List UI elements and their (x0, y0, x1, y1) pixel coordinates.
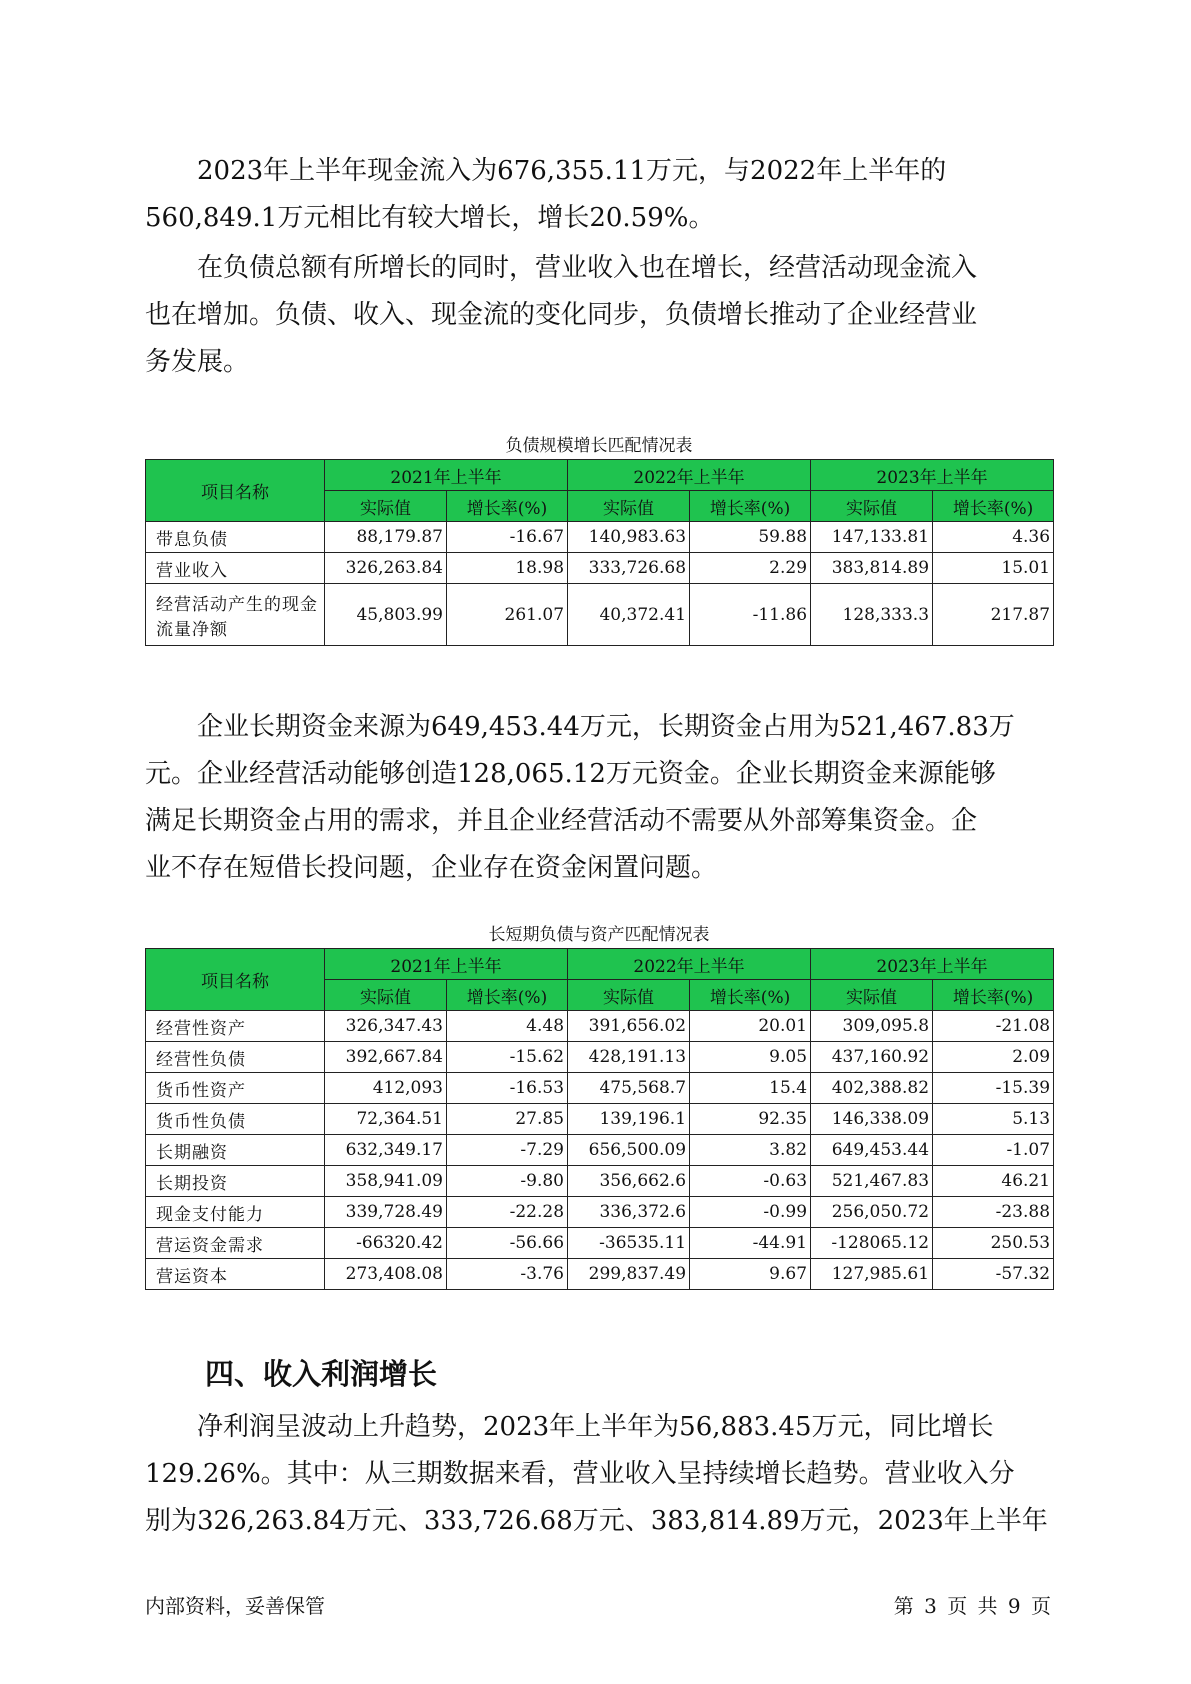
header-period: 2021年上半年 (325, 460, 568, 491)
table-caption: 负债规模增长匹配情况表 (505, 436, 693, 456)
growth-rate-cell: 9.67 (690, 1259, 811, 1290)
paragraph-cash-inflow (145, 148, 1045, 242)
row-name-cell: 货币性负债 (146, 1104, 325, 1135)
growth-rate-cell: 46.21 (933, 1166, 1054, 1197)
actual-value-cell: 147,133.81 (811, 522, 933, 553)
header-item-name: 项目名称 (146, 460, 325, 522)
growth-rate-cell: 2.09 (933, 1042, 1054, 1073)
actual-value-cell: -36535.11 (568, 1228, 690, 1259)
text-line: 也在增加。负债、收入、现金流的变化同步，负债增长推动了企业经营业 (145, 300, 978, 330)
actual-value-cell: 256,050.72 (811, 1197, 933, 1228)
table-row (146, 584, 1054, 646)
growth-rate-cell: 20.01 (690, 1011, 811, 1042)
text-line: 在负债总额有所增长的同时，营业收入也在增长，经营活动现金流入 (197, 253, 978, 283)
actual-value-cell: 299,837.49 (568, 1259, 690, 1290)
actual-value-cell: 649,453.44 (811, 1135, 933, 1166)
actual-value-cell: -66320.42 (325, 1228, 447, 1259)
growth-rate-cell: -21.08 (933, 1011, 1054, 1042)
growth-rate-cell: 9.05 (690, 1042, 811, 1073)
growth-rate-cell: -57.32 (933, 1259, 1054, 1290)
table-row (146, 1073, 1054, 1104)
actual-value-cell: 383,814.89 (811, 553, 933, 584)
text-line: 129.26%。其中：从三期数据来看，营业收入呈持续增长趋势。营业收入分 (145, 1459, 1015, 1489)
header-period: 2021年上半年 (325, 949, 568, 980)
actual-value-cell: 412,093 (325, 1073, 447, 1104)
actual-value-cell: 358,941.09 (325, 1166, 447, 1197)
growth-rate-cell: -22.28 (447, 1197, 568, 1228)
text-line: 2023年上半年现金流入为676,355.11万元，与2022年上半年的 (197, 156, 947, 186)
footer-confidential-note: 内部资料，妥善保管 (145, 1594, 325, 1618)
actual-value-cell: 356,662.6 (568, 1166, 690, 1197)
header-growth: 增长率(%) (690, 491, 811, 522)
actual-value-cell: 140,983.63 (568, 522, 690, 553)
header-period: 2023年上半年 (811, 460, 1054, 491)
header-growth: 增长率(%) (447, 980, 568, 1011)
actual-value-cell: 392,667.84 (325, 1042, 447, 1073)
table-row (146, 522, 1054, 553)
table-row (146, 1197, 1054, 1228)
table-row (146, 1228, 1054, 1259)
table-row (146, 1042, 1054, 1073)
text-line: 别为326,263.84万元、333,726.68万元、383,814.89万元，2023年上半年 (145, 1506, 1048, 1536)
actual-value-cell: 40,372.41 (568, 584, 690, 646)
row-name-cell: 经营性负债 (146, 1042, 325, 1073)
table-row (146, 1166, 1054, 1197)
actual-value-cell: 475,568.7 (568, 1073, 690, 1104)
actual-value-cell: 437,160.92 (811, 1042, 933, 1073)
growth-rate-cell: -16.53 (447, 1073, 568, 1104)
growth-rate-cell: -3.76 (447, 1259, 568, 1290)
row-name-cell: 带息负债 (146, 522, 325, 553)
actual-value-cell: 333,726.68 (568, 553, 690, 584)
actual-value-cell: 326,347.43 (325, 1011, 447, 1042)
actual-value-cell: 72,364.51 (325, 1104, 447, 1135)
header-period: 2023年上半年 (811, 949, 1054, 980)
growth-rate-cell: 2.29 (690, 553, 811, 584)
table-row (146, 1135, 1054, 1166)
growth-rate-cell: 261.07 (447, 584, 568, 646)
table-caption: 长短期负债与资产匹配情况表 (488, 925, 710, 945)
row-name-cell: 货币性资产 (146, 1073, 325, 1104)
text-line: 企业长期资金来源为649,453.44万元，长期资金占用为521,467.83万 (197, 712, 1015, 742)
actual-value-cell: 273,408.08 (325, 1259, 447, 1290)
row-name-cell: 长期融资 (146, 1135, 325, 1166)
header-growth: 增长率(%) (447, 491, 568, 522)
row-name-cell: 营运资金需求 (146, 1228, 325, 1259)
growth-rate-cell: -0.63 (690, 1166, 811, 1197)
growth-rate-cell: -56.66 (447, 1228, 568, 1259)
text-line: 560,849.1万元相比有较大增长，增长20.59%。 (145, 203, 715, 233)
growth-rate-cell: -16.67 (447, 522, 568, 553)
debt-scale-table (145, 459, 1054, 646)
header-actual: 实际值 (325, 980, 447, 1011)
header-actual: 实际值 (811, 980, 933, 1011)
debt-asset-matching-table (145, 948, 1054, 1290)
growth-rate-cell: -9.80 (447, 1166, 568, 1197)
header-period: 2022年上半年 (568, 949, 811, 980)
text-line: 元。企业经营活动能够创造128,065.12万元资金。企业长期资金来源能够 (145, 759, 996, 789)
growth-rate-cell: 250.53 (933, 1228, 1054, 1259)
header-actual: 实际值 (325, 491, 447, 522)
growth-rate-cell: -15.62 (447, 1042, 568, 1073)
growth-rate-cell: -11.86 (690, 584, 811, 646)
actual-value-cell: 521,467.83 (811, 1166, 933, 1197)
header-actual: 实际值 (568, 980, 690, 1011)
actual-value-cell: 88,179.87 (325, 522, 447, 553)
growth-rate-cell: 59.88 (690, 522, 811, 553)
growth-rate-cell: 4.48 (447, 1011, 568, 1042)
actual-value-cell: 339,728.49 (325, 1197, 447, 1228)
table-row (146, 1011, 1054, 1042)
header-item-name: 项目名称 (146, 949, 325, 1011)
header-growth: 增长率(%) (690, 980, 811, 1011)
actual-value-cell: 127,985.61 (811, 1259, 933, 1290)
actual-value-cell: 326,263.84 (325, 553, 447, 584)
actual-value-cell: 428,191.13 (568, 1042, 690, 1073)
growth-rate-cell: 18.98 (447, 553, 568, 584)
growth-rate-cell: 92.35 (690, 1104, 811, 1135)
growth-rate-cell: -44.91 (690, 1228, 811, 1259)
table-row (146, 553, 1054, 584)
text-line: 务发展。 (145, 347, 250, 377)
actual-value-cell: 146,338.09 (811, 1104, 933, 1135)
growth-rate-cell: -15.39 (933, 1073, 1054, 1104)
row-name-cell: 现金支付能力 (146, 1197, 325, 1228)
actual-value-cell: 336,372.6 (568, 1197, 690, 1228)
header-growth: 增长率(%) (933, 491, 1054, 522)
row-name-cell: 长期投资 (146, 1166, 325, 1197)
text-line: 满足长期资金占用的需求，并且企业经营活动不需要从外部筹集资金。企 (145, 806, 978, 836)
paragraph-debt-growth (145, 245, 1045, 386)
header-growth: 增长率(%) (933, 980, 1054, 1011)
section-heading: 四、收入利润增长 (205, 1357, 438, 1391)
growth-rate-cell: 27.85 (447, 1104, 568, 1135)
growth-rate-cell: -0.99 (690, 1197, 811, 1228)
actual-value-cell: 128,333.3 (811, 584, 933, 646)
footer-page-number: 第 3 页 共 9 页 (893, 1594, 1051, 1618)
growth-rate-cell: -7.29 (447, 1135, 568, 1166)
table-row (146, 1259, 1054, 1290)
header-period: 2022年上半年 (568, 460, 811, 491)
row-name-cell: 营业收入 (146, 553, 325, 584)
text-line: 净利润呈波动上升趋势，2023年上半年为56,883.45万元，同比增长 (197, 1412, 994, 1442)
actual-value-cell: 139,196.1 (568, 1104, 690, 1135)
growth-rate-cell: 4.36 (933, 522, 1054, 553)
growth-rate-cell: 15.4 (690, 1073, 811, 1104)
actual-value-cell: 45,803.99 (325, 584, 447, 646)
growth-rate-cell: 15.01 (933, 553, 1054, 584)
growth-rate-cell: -23.88 (933, 1197, 1054, 1228)
paragraph-long-term-funds (145, 704, 1045, 892)
actual-value-cell: 402,388.82 (811, 1073, 933, 1104)
header-actual: 实际值 (811, 491, 933, 522)
actual-value-cell: -128065.12 (811, 1228, 933, 1259)
row-name-cell: 营运资本 (146, 1259, 325, 1290)
row-name-cell: 经营活动产生的现金流量净额 (146, 584, 325, 646)
growth-rate-cell: 5.13 (933, 1104, 1054, 1135)
actual-value-cell: 656,500.09 (568, 1135, 690, 1166)
row-name-cell: 经营性资产 (146, 1011, 325, 1042)
actual-value-cell: 309,095.8 (811, 1011, 933, 1042)
table-row (146, 1104, 1054, 1135)
growth-rate-cell: 3.82 (690, 1135, 811, 1166)
actual-value-cell: 632,349.17 (325, 1135, 447, 1166)
growth-rate-cell: 217.87 (933, 584, 1054, 646)
actual-value-cell: 391,656.02 (568, 1011, 690, 1042)
header-actual: 实际值 (568, 491, 690, 522)
text-line: 业不存在短借长投问题，企业存在资金闲置问题。 (145, 853, 718, 883)
paragraph-net-profit (145, 1404, 1048, 1545)
growth-rate-cell: -1.07 (933, 1135, 1054, 1166)
